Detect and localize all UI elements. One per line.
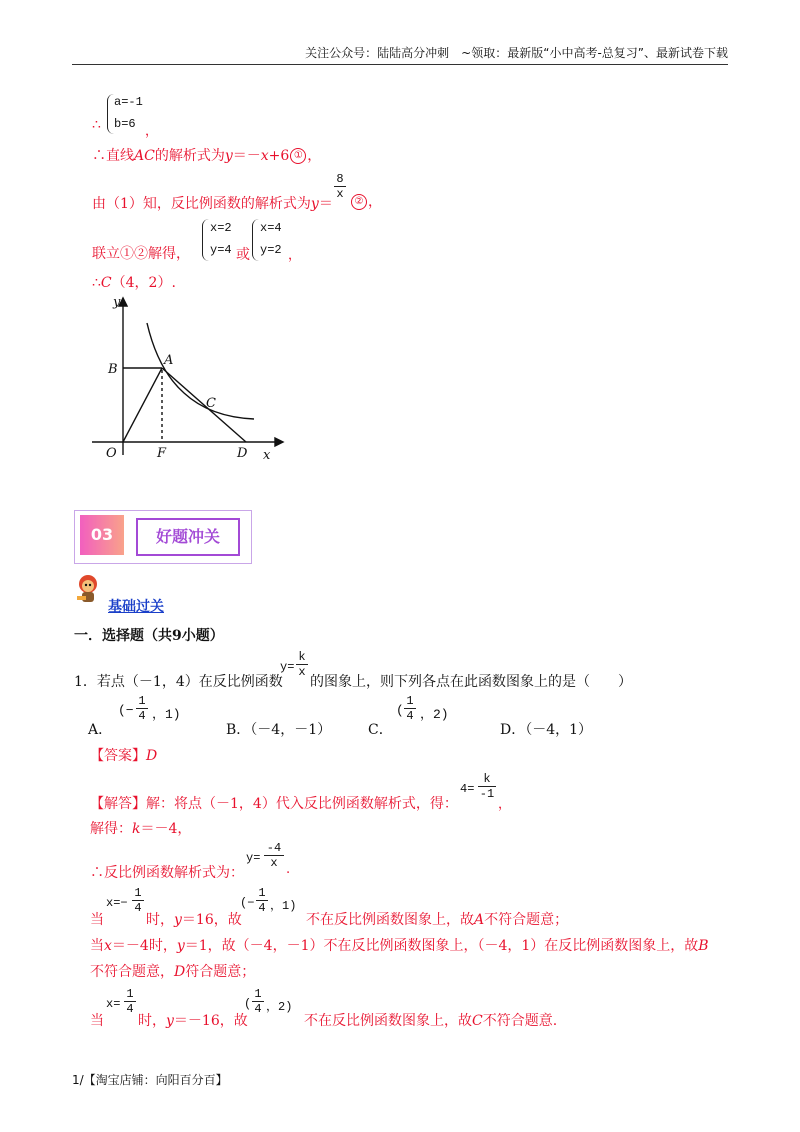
- analysis-l7-when: 当: [90, 1013, 104, 1029]
- analysis-l7-point-fraction: [252, 987, 264, 1016]
- text: ＝－16，故: [173, 1013, 248, 1029]
- fraction-8-over-x: [334, 172, 346, 201]
- denominator: x: [264, 855, 284, 870]
- numerator: k: [483, 772, 491, 786]
- label-y: y: [113, 295, 121, 310]
- var: y: [310, 196, 319, 212]
- solution-2-brace: [252, 219, 259, 261]
- inverse-function-line: [92, 193, 333, 213]
- analysis-line-2: [90, 818, 191, 838]
- text: 的解析式为: [154, 148, 225, 164]
- option-a-fraction: [136, 694, 148, 723]
- text: ＝16，故: [181, 912, 242, 928]
- text: 时，: [138, 1013, 166, 1029]
- header-text: 关注公众号：陆陆高分冲刺 ~领取：最新版“小中高考-总复习”、最新试卷下载: [305, 46, 728, 60]
- denominator: 4: [256, 900, 268, 915]
- analysis-line-1: [90, 793, 458, 813]
- question-1-suffix: 的图象上，则下列各点在此函数图象上的是（ ）: [310, 674, 632, 690]
- var: B: [698, 938, 709, 954]
- answer-value: D: [146, 748, 158, 764]
- analysis-l7-fraction: [124, 987, 136, 1016]
- var: A: [474, 912, 485, 928]
- solution-1-brace: [202, 219, 209, 261]
- label-C: C: [206, 396, 216, 411]
- option-c-lparen: (: [396, 703, 404, 718]
- text: 不符合题意；: [484, 912, 569, 928]
- var: D: [174, 964, 186, 980]
- analysis-l4-point-fraction: [256, 886, 268, 915]
- text: 不符合题意.: [482, 1013, 558, 1029]
- analysis-l1-end: ，: [498, 797, 512, 812]
- label-D: D: [237, 446, 248, 461]
- label-O: O: [106, 446, 117, 461]
- text: 符合题意；: [185, 964, 256, 980]
- subsection-title: 基础过关: [108, 599, 164, 615]
- var: C: [472, 1013, 483, 1029]
- denominator: x: [296, 664, 308, 679]
- circled-number: ②: [351, 194, 367, 210]
- circled-number: ①: [290, 148, 306, 164]
- segment-OA: [123, 368, 162, 442]
- text: 时，: [146, 912, 174, 928]
- text: 不在反比例函数图象上，故: [304, 1013, 472, 1029]
- text: ∴: [92, 275, 101, 291]
- analysis-l7-ptail: ，2): [266, 1000, 293, 1014]
- var: y: [224, 148, 233, 164]
- var: y: [176, 938, 185, 954]
- var: x: [104, 938, 112, 954]
- text: ＝－4时，: [111, 938, 177, 954]
- label-F: F: [157, 446, 167, 461]
- text: （4，2）.: [111, 275, 176, 291]
- denominator: 4: [136, 708, 148, 723]
- geometry-figure: [80, 290, 300, 470]
- page-footer: 1/【淘宝店铺：向阳百分百】: [72, 1073, 228, 1087]
- analysis-l7-mid: [138, 1010, 248, 1030]
- solution-1-line-2: y=4: [210, 243, 232, 257]
- mascot-icon: [74, 572, 102, 606]
- var: AC: [134, 148, 155, 164]
- therefore-symbol: ∴: [92, 117, 101, 133]
- segment-AD: [162, 368, 246, 442]
- analysis-l3-end: .: [286, 862, 291, 877]
- analysis-l7-lparen: (: [244, 997, 252, 1011]
- numerator: k: [298, 650, 306, 664]
- text: ＝: [318, 196, 333, 212]
- analysis-l1-lhs: 4=: [460, 782, 475, 796]
- analysis-l4-ptail: ，1): [270, 899, 297, 913]
- text: 由（1）知，反比例函数的解析式为: [92, 196, 311, 212]
- line3-tail: [350, 191, 382, 211]
- analysis-l4-tail: [306, 909, 568, 929]
- text: 解：将点（－1，4）代入反比例函数解析式，得：: [146, 796, 458, 812]
- analysis-l7-tail: [304, 1010, 557, 1030]
- var: y: [174, 912, 182, 928]
- simultaneous-label: 联立①②解得，: [92, 246, 190, 262]
- numerator: 1: [138, 694, 146, 708]
- numerator: 1: [254, 987, 262, 1001]
- denominator: 4: [404, 708, 416, 723]
- section-number-badge: 03: [80, 515, 124, 555]
- solution-2-line-2: y=2: [260, 243, 282, 257]
- system-line-1: a=-1: [114, 95, 143, 109]
- var: k: [132, 821, 141, 837]
- text: ∴直线: [92, 148, 134, 164]
- var: y: [166, 1013, 174, 1029]
- section-title: 好题冲关: [136, 518, 240, 556]
- or-text: 或: [236, 247, 250, 263]
- option-d: D．（－4，1）: [500, 722, 593, 738]
- option-c-tail: ，2): [420, 707, 449, 722]
- option-a-label: A．: [88, 722, 113, 738]
- answer-line: [90, 745, 157, 765]
- analysis-l3-lhs: y=: [246, 851, 261, 865]
- label-B: B: [108, 362, 118, 377]
- question-1-prefix: 1．若点（－1，4）在反比例函数: [74, 674, 283, 690]
- text: 不在反比例函数图象上，故: [306, 912, 474, 928]
- denominator: x: [334, 186, 346, 201]
- numerator: 1: [126, 987, 134, 1001]
- analysis-l3-fraction: [264, 841, 284, 870]
- hyperbola-curve: [147, 323, 254, 419]
- solution-2-line-1: x=4: [260, 221, 282, 235]
- label-x: x: [263, 448, 271, 463]
- option-a-lparen: (−: [118, 703, 134, 718]
- line-ac-equation: [92, 145, 321, 165]
- text: 解得：: [90, 821, 132, 837]
- question-fraction: [296, 650, 308, 679]
- system-brace: [107, 94, 114, 134]
- analysis-l4-fraction: [132, 886, 144, 915]
- page-header: [72, 44, 728, 65]
- label-A: A: [164, 353, 174, 368]
- analysis-line-3: ∴反比例函数解析式为：: [90, 865, 244, 881]
- numerator: 8: [336, 172, 344, 186]
- numerator: -4: [266, 841, 282, 855]
- analysis-line-6: [90, 961, 255, 981]
- text: +6: [268, 148, 290, 164]
- x-axis-arrow: [275, 438, 283, 446]
- solution-comma: ，: [288, 248, 302, 263]
- system-line-2: b=6: [114, 117, 136, 131]
- text: 不符合题意，: [90, 964, 174, 980]
- denominator: 4: [252, 1001, 264, 1016]
- text: 当: [90, 938, 104, 954]
- analysis-l4-lhs: x=−: [106, 896, 128, 910]
- question-frac-lhs: y=: [280, 660, 295, 674]
- option-c-fraction: [404, 694, 416, 723]
- denominator: 4: [124, 1001, 136, 1016]
- analysis-l4-lparen: (−: [240, 896, 255, 910]
- answer-label: 【答案】: [90, 748, 146, 764]
- denominator: -1: [479, 787, 495, 801]
- solution-1-line-1: x=2: [210, 221, 232, 235]
- option-a-tail: ，1): [152, 707, 181, 722]
- numerator: 1: [258, 886, 266, 900]
- var: C: [100, 275, 112, 291]
- text: ，: [368, 194, 382, 210]
- text: ＝－4，: [140, 821, 192, 837]
- analysis-line-5: [90, 935, 709, 955]
- analysis-l7-lhs: x=: [106, 997, 121, 1011]
- option-b: B．（－4，－1）: [226, 722, 332, 738]
- system-comma: ，: [145, 124, 159, 139]
- point-c-result: [92, 272, 176, 292]
- analysis-l4-mid: [146, 909, 242, 929]
- text: ＝－: [232, 148, 261, 164]
- analysis-l4-when: 当: [90, 912, 104, 928]
- numerator: 1: [134, 886, 142, 900]
- analysis-label: 【解答】: [90, 796, 146, 812]
- analysis-l1-fraction: [478, 772, 496, 801]
- part-heading: 一．选择题（共9小题）: [74, 628, 224, 644]
- text: ，: [307, 148, 322, 164]
- text: ＝1，故（－4，－1）不在反比例函数图象上，（－4，1）在反比例函数图象上，故: [184, 938, 699, 954]
- denominator: 4: [132, 900, 144, 915]
- option-c-label: C．: [368, 722, 393, 738]
- numerator: 1: [406, 694, 414, 708]
- var: x: [260, 148, 269, 164]
